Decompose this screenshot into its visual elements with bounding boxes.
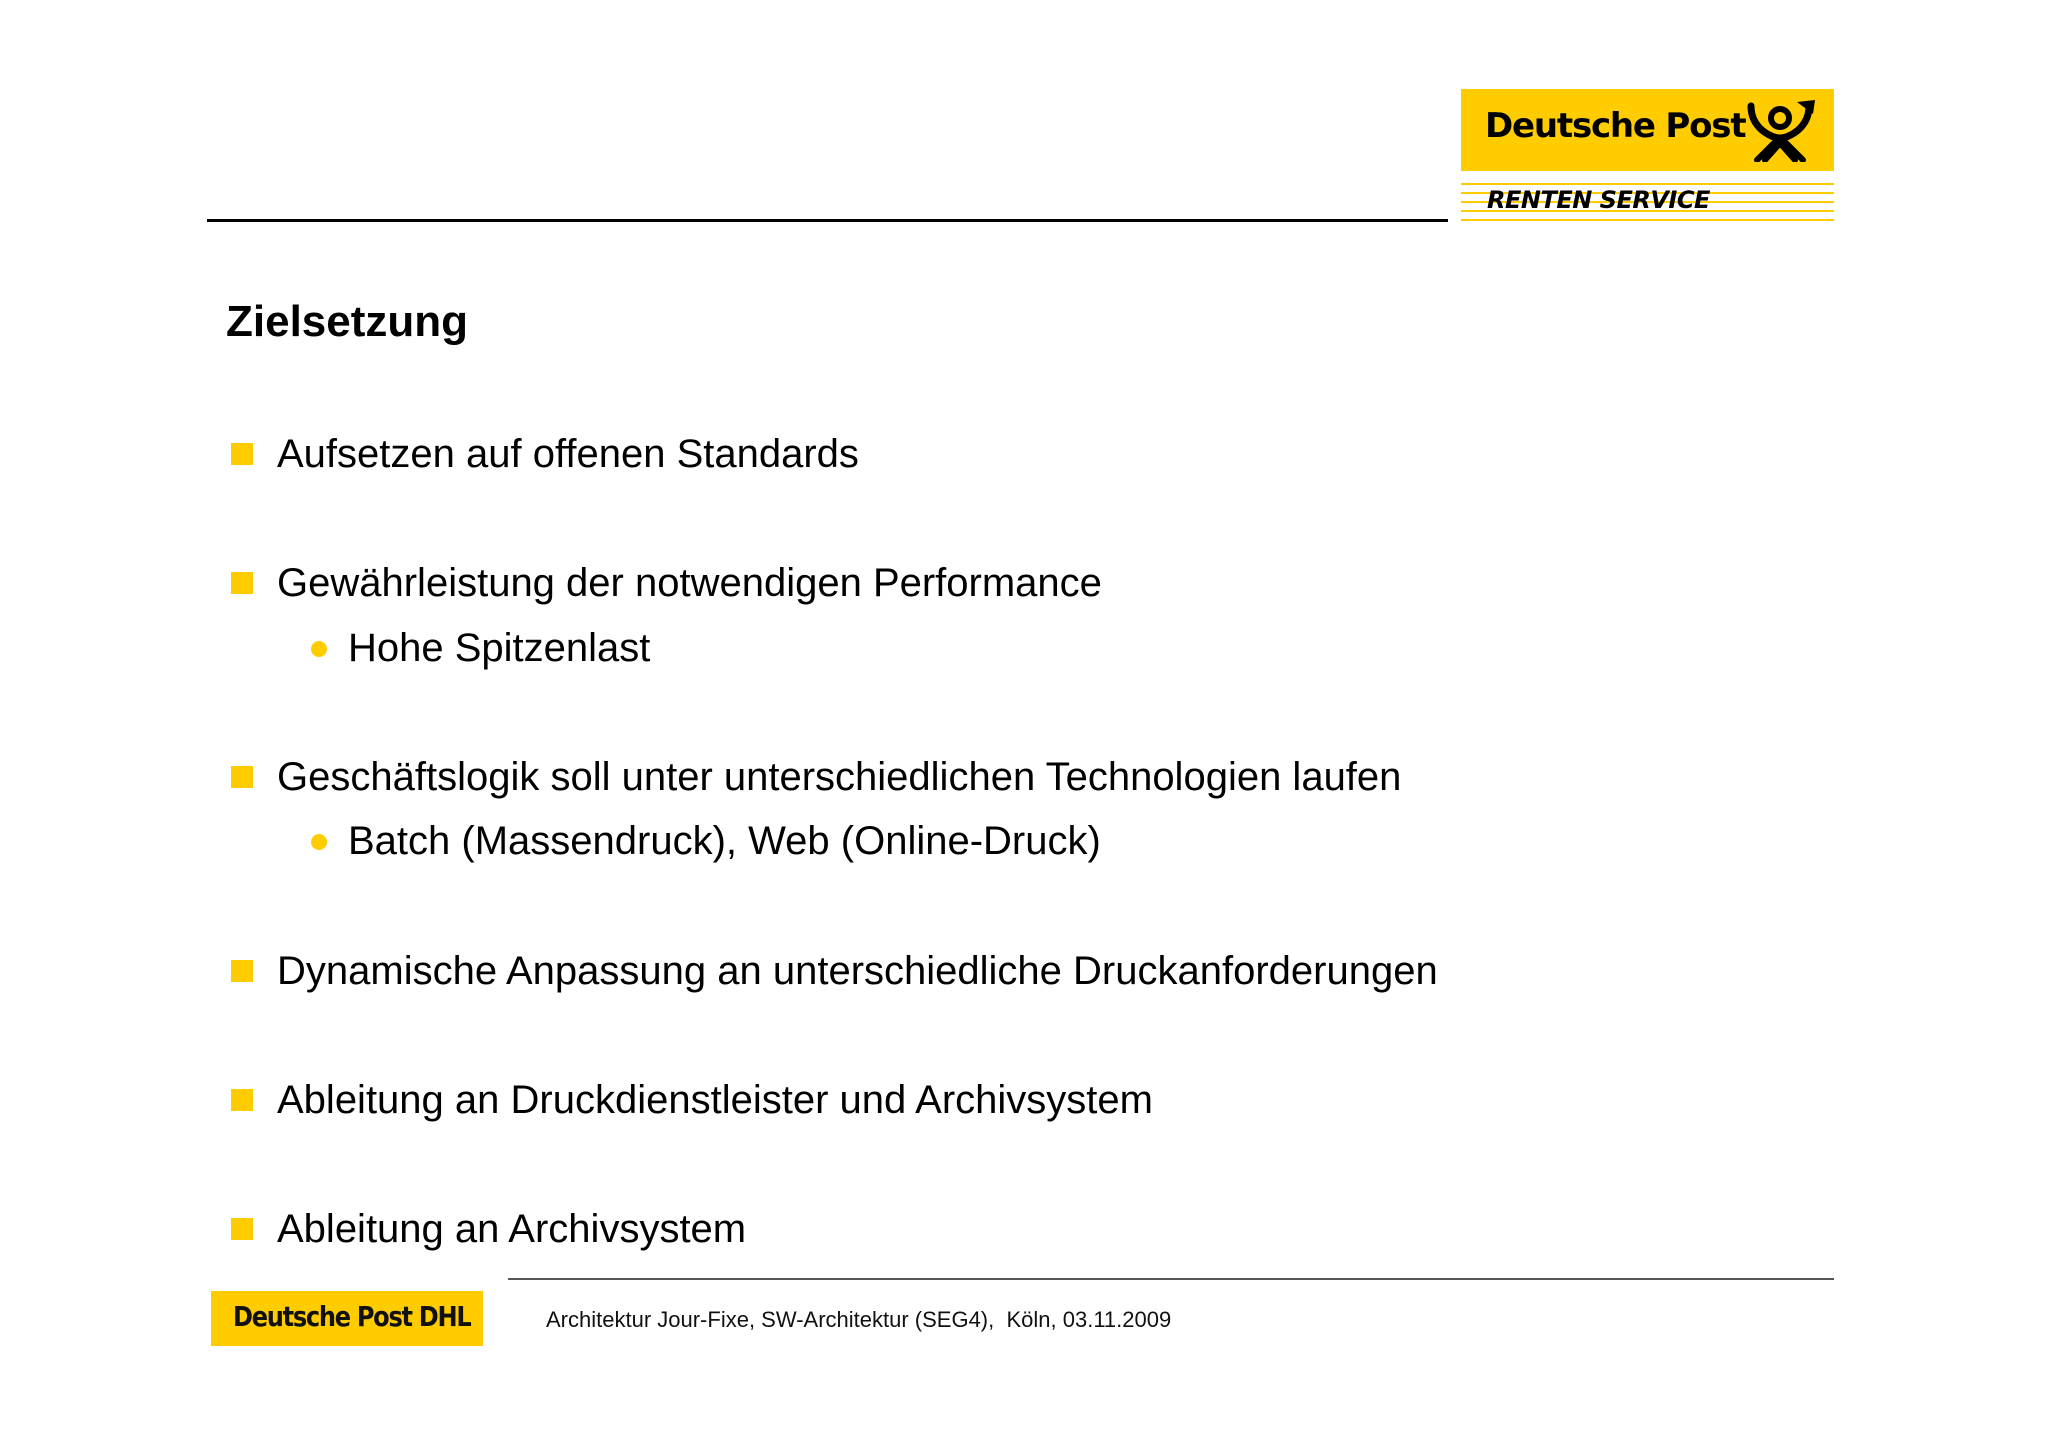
square-bullet-icon	[231, 766, 253, 788]
footer-divider	[508, 1278, 1834, 1280]
bullet-text: Aufsetzen auf offenen Standards	[277, 432, 859, 476]
bullet-text: Gewährleistung der notwendigen Performance	[277, 561, 1102, 605]
footer-caption: Architektur Jour-Fixe, SW-Architektur (SEG4), Köln, 03.11.2009	[546, 1307, 1172, 1332]
bullet-text: Ableitung an Archivsystem	[277, 1207, 747, 1251]
square-bullet-icon	[231, 572, 253, 594]
square-bullet-icon	[231, 1218, 253, 1240]
header-divider	[207, 219, 1448, 222]
bullet-text: Dynamische Anpassung an unterschiedliche Druckanforderungen	[277, 949, 1438, 993]
logo-brand-text: Deutsche Post	[1485, 106, 1746, 146]
square-bullet-icon	[231, 443, 253, 465]
dot-bullet-icon	[311, 641, 327, 657]
logo-subtitle: RENTEN SERVICE	[1487, 186, 1710, 214]
bullet-text: Geschäftslogik soll unter unterschiedlichen Technologien laufen	[277, 755, 1402, 799]
footer-logo-text: Deutsche Post DHL	[233, 1300, 471, 1333]
bullet-text: Ableitung an Druckdienstleister und Archivsystem	[277, 1078, 1153, 1122]
slide-title: Zielsetzung	[226, 297, 469, 346]
sub-bullet-text: Batch (Massendruck), Web (Online-Druck)	[348, 819, 1101, 863]
square-bullet-icon	[231, 960, 253, 982]
deutsche-post-dhl-logo	[211, 1291, 483, 1346]
square-bullet-icon	[231, 1089, 253, 1111]
posthorn-icon	[1741, 98, 1819, 162]
sub-bullet-text: Hohe Spitzenlast	[348, 626, 651, 670]
logo-yellow-box	[1461, 89, 1834, 171]
dot-bullet-icon	[311, 834, 327, 850]
deutsche-post-logo	[1461, 89, 1834, 222]
